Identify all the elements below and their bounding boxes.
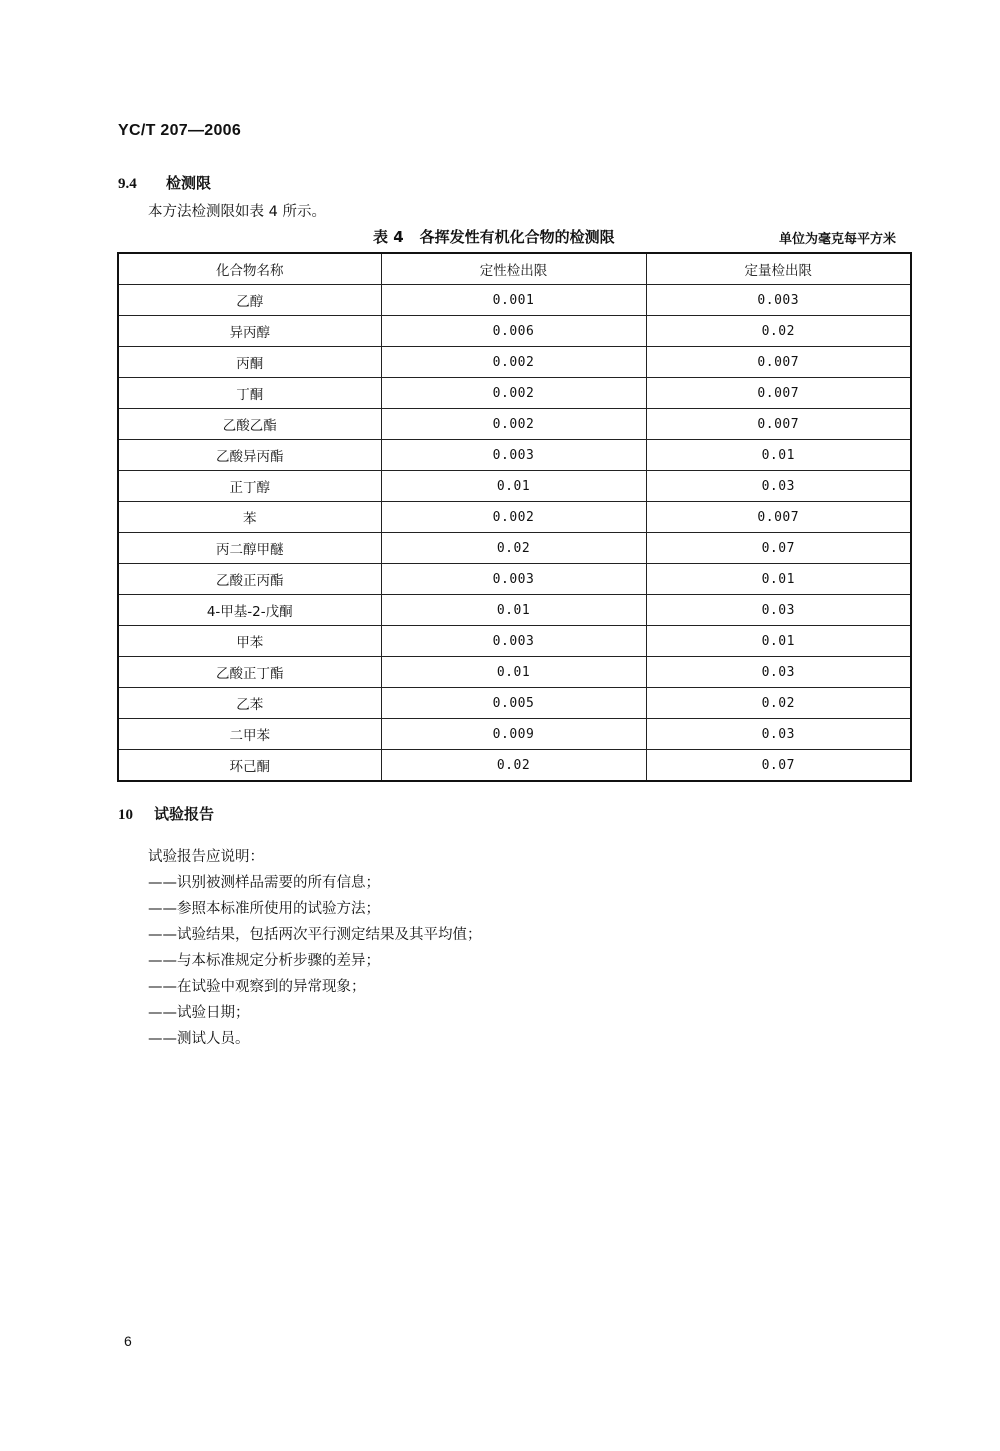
table-row [118,285,911,316]
quantitative-limit-cell: 0.07 [646,750,911,782]
qualitative-limit-cell: 0.01 [381,657,646,688]
column-header: 化合物名称 [118,253,381,285]
quantitative-limit-cell: 0.07 [646,533,911,564]
detection-limit-table [117,252,912,782]
qualitative-limit-cell: 0.002 [381,378,646,409]
section-9-4-text: 本方法检测限如表 4 所示。 [148,204,326,220]
column-header: 定性检出限 [381,253,646,285]
report-requirement-item: ——在试验中观察到的异常现象； [148,979,366,995]
page-number: 6 [124,1333,132,1349]
qualitative-limit-cell: 0.02 [381,533,646,564]
quantitative-limit-cell: 0.02 [646,688,911,719]
table-label: 表 4 [373,228,404,246]
qualitative-limit-cell: 0.003 [381,626,646,657]
compound-name-cell: 乙酸正丁酯 [118,657,381,688]
table-caption [373,226,615,247]
compound-name-cell: 苯 [118,502,381,533]
compound-name-cell: 甲苯 [118,626,381,657]
qualitative-limit-cell: 0.002 [381,409,646,440]
report-requirement-item: ——试验日期； [148,1005,250,1021]
qualitative-limit-cell: 0.009 [381,719,646,750]
compound-name-cell: 环己酮 [118,750,381,782]
table-row [118,595,911,626]
table-row [118,347,911,378]
compound-name-cell: 二甲苯 [118,719,381,750]
quantitative-limit-cell: 0.03 [646,471,911,502]
report-requirement-item: ——与本标准规定分析步骤的差异； [148,953,380,969]
qualitative-limit-cell: 0.002 [381,502,646,533]
report-requirement-item: ——识别被测样品需要的所有信息； [148,875,380,891]
qualitative-limit-cell: 0.006 [381,316,646,347]
report-requirement-item: ——试验结果，包括两次平行测定结果及其平均值； [148,927,482,943]
quantitative-limit-cell: 0.007 [646,347,911,378]
compound-name-cell: 丙二醇甲醚 [118,533,381,564]
qualitative-limit-cell: 0.01 [381,471,646,502]
quantitative-limit-cell: 0.03 [646,595,911,626]
qualitative-limit-cell: 0.02 [381,750,646,782]
quantitative-limit-cell: 0.03 [646,719,911,750]
table-row [118,316,911,347]
quantitative-limit-cell: 0.03 [646,657,911,688]
compound-name-cell: 正丁醇 [118,471,381,502]
qualitative-limit-cell: 0.01 [381,595,646,626]
compound-name-cell: 乙酸异丙酯 [118,440,381,471]
compound-name-cell: 乙苯 [118,688,381,719]
compound-name-cell: 异丙醇 [118,316,381,347]
table-row [118,719,911,750]
section-title: 试验报告 [154,805,215,823]
quantitative-limit-cell: 0.01 [646,564,911,595]
standard-code: YC/T 207—2006 [118,122,242,139]
qualitative-limit-cell: 0.003 [381,564,646,595]
compound-name-cell: 乙酸乙酯 [118,409,381,440]
table-row [118,409,911,440]
table-row [118,750,911,782]
qualitative-limit-cell: 0.003 [381,440,646,471]
quantitative-limit-cell: 0.007 [646,378,911,409]
table-row [118,657,911,688]
section-title: 检测限 [166,174,212,192]
table-row [118,688,911,719]
quantitative-limit-cell: 0.01 [646,440,911,471]
table-unit: 单位为毫克每平方米 [778,232,896,247]
column-header: 定量检出限 [646,253,911,285]
quantitative-limit-cell: 0.007 [646,409,911,440]
compound-name-cell: 乙酸正丙酯 [118,564,381,595]
section-number: 9.4 [118,176,137,192]
table-row [118,440,911,471]
compound-name-cell: 丙酮 [118,347,381,378]
table-row [118,502,911,533]
qualitative-limit-cell: 0.002 [381,347,646,378]
table-title: 各挥发性有机化合物的检测限 [419,228,615,246]
table-header-row [118,253,911,285]
table-row [118,378,911,409]
quantitative-limit-cell: 0.003 [646,285,911,316]
section-9-4-heading [118,172,211,193]
table-row [118,564,911,595]
qualitative-limit-cell: 0.005 [381,688,646,719]
quantitative-limit-cell: 0.01 [646,626,911,657]
quantitative-limit-cell: 0.02 [646,316,911,347]
qualitative-limit-cell: 0.001 [381,285,646,316]
table-row [118,533,911,564]
section-10-heading [118,803,214,824]
compound-name-cell: 乙醇 [118,285,381,316]
compound-name-cell: 丁酮 [118,378,381,409]
report-intro: 试验报告应说明： [148,849,264,865]
table-row [118,626,911,657]
quantitative-limit-cell: 0.007 [646,502,911,533]
table-row [118,471,911,502]
compound-name-cell: 4-甲基-2-戊酮 [118,595,381,626]
report-requirement-item: ——参照本标准所使用的试验方法； [148,901,380,917]
section-number: 10 [118,807,133,823]
report-requirement-item: ——测试人员。 [148,1031,250,1047]
